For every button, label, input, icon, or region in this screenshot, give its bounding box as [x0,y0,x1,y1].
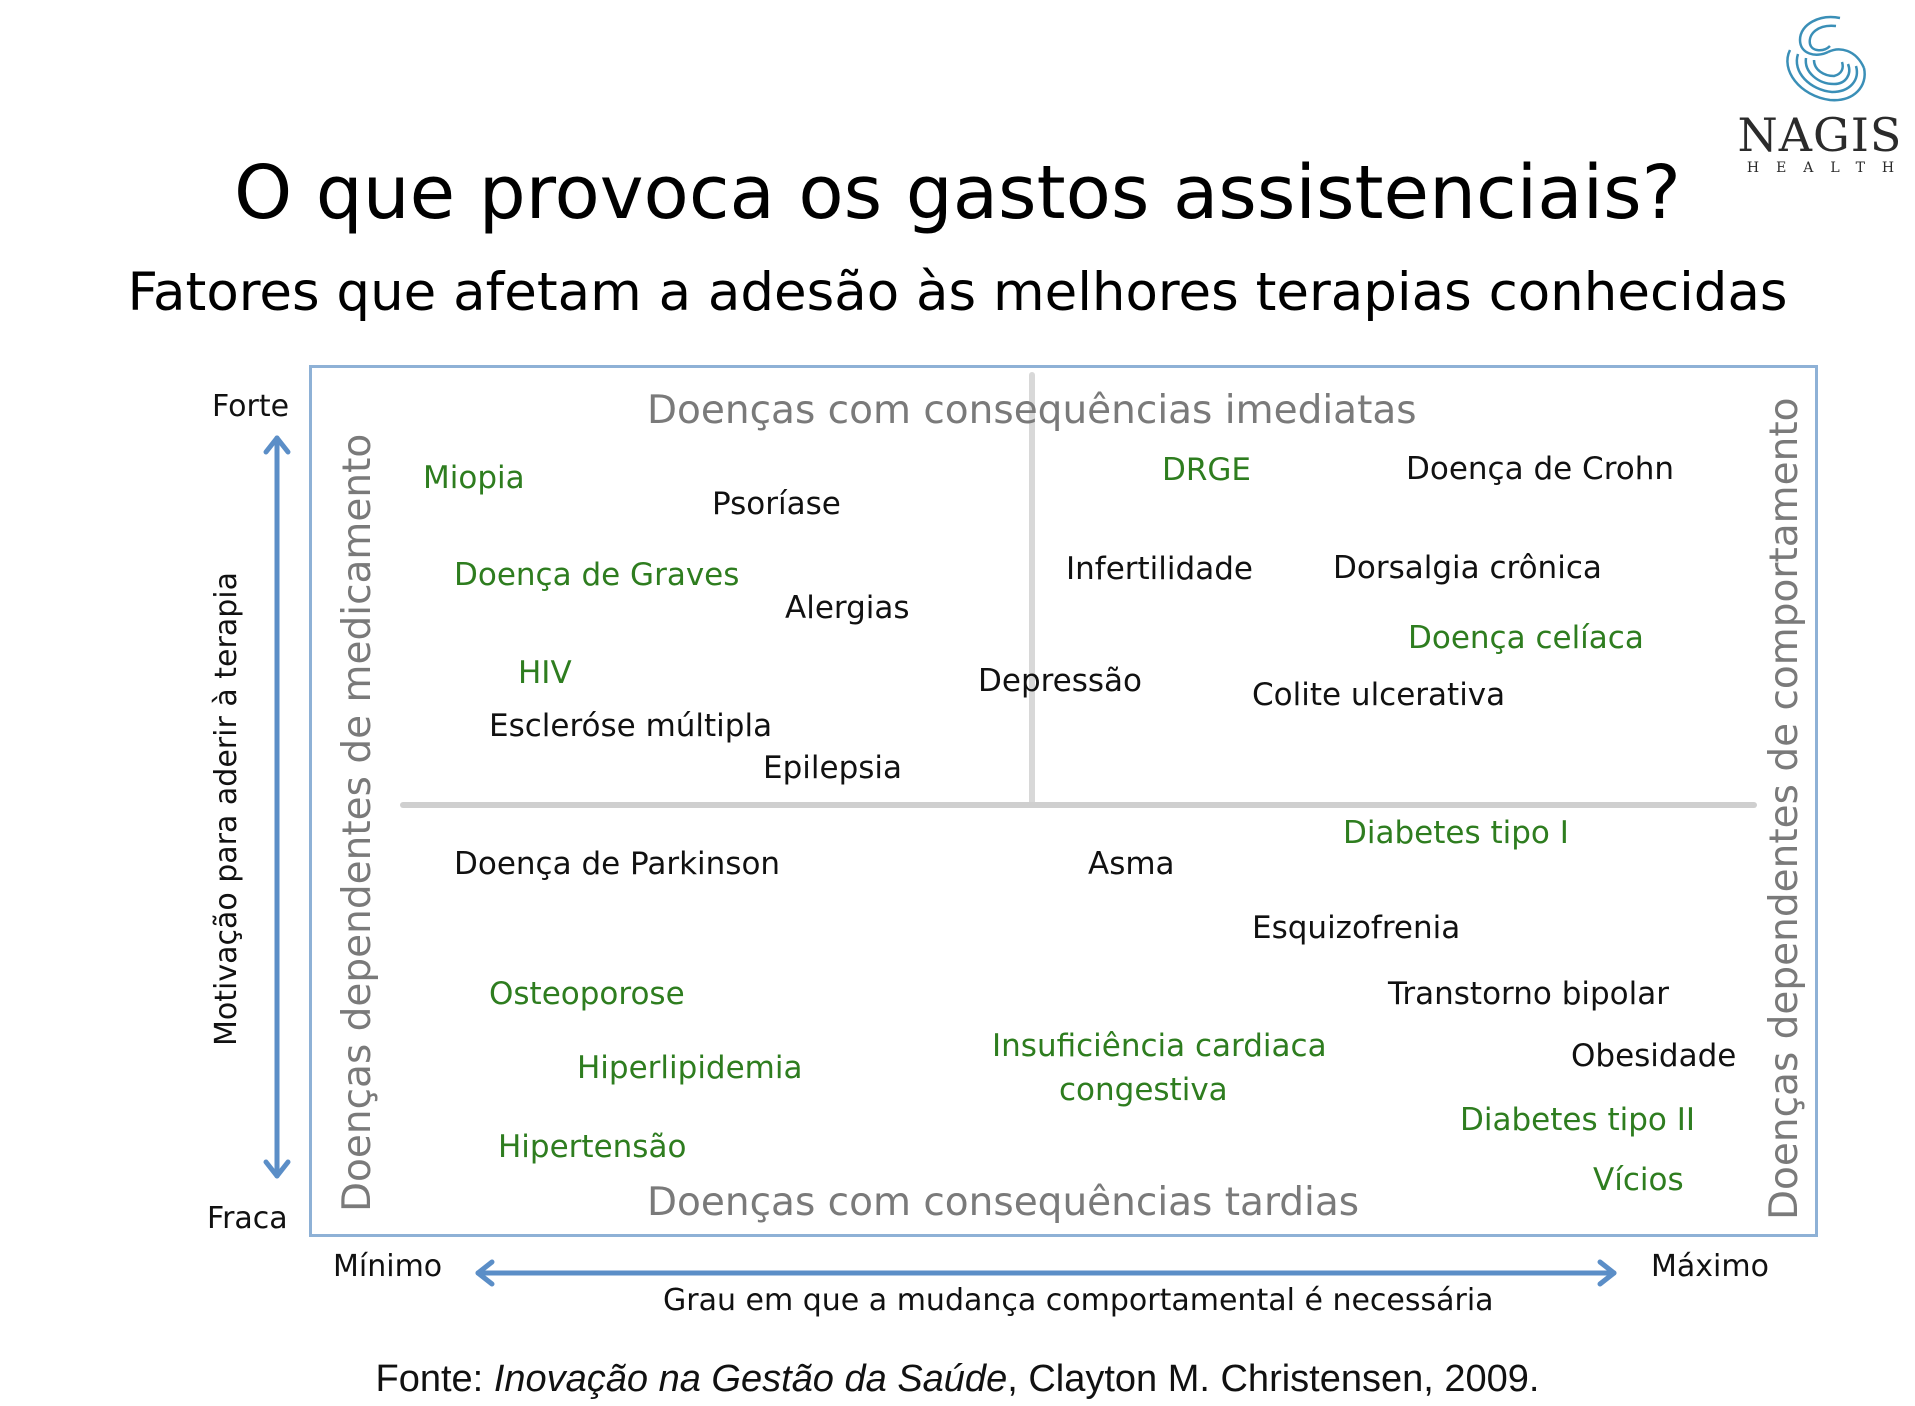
item-dorsalgia-cronica: Dorsalgia crônica [1333,550,1602,586]
header-immediate: Doenças com consequências imediatas [647,388,1417,433]
item-alergias: Alergias [785,590,910,626]
item-hipertensao: Hipertensão [498,1129,687,1165]
item-miopia: Miopia [423,460,525,496]
header-behavior: Doenças dependentes de comportamento [1762,397,1807,1220]
x-axis-label: Grau em que a mudança comportamental é necessária [663,1283,1494,1318]
vertical-divider [1029,372,1035,806]
source-prefix: Fonte: [375,1358,494,1400]
item-transtorno-bipolar: Transtorno bipolar [1388,976,1669,1012]
item-infertilidade: Infertilidade [1066,551,1253,587]
item-diabetes-tipo-ii: Diabetes tipo II [1460,1102,1696,1138]
x-axis-left-label: Mínimo [333,1249,443,1284]
item-esquizofrenia: Esquizofrenia [1252,910,1461,946]
x-axis-right-label: Máximo [1651,1249,1769,1284]
source-citation [0,1358,1915,1401]
logo-subtitle: HEALTH [1746,160,1912,176]
item-drge: DRGE [1162,452,1252,488]
nagis-health-logo [1730,10,1912,176]
item-epilepsia: Epilepsia [763,750,903,786]
item-insuficiencia-cardiaca-line2: congestiva [1059,1072,1228,1108]
y-axis-top-label: Forte [212,389,290,424]
item-doenca-celiaca: Doença celíaca [1408,620,1644,656]
item-diabetes-tipo-i: Diabetes tipo I [1343,815,1569,851]
slide-subtitle: Fatores que afetam a adesão às melhores terapias conhecidas [127,262,1788,323]
item-psoriase: Psoríase [712,486,841,522]
item-esclerose-multipla: Escleróse múltipla [489,708,773,744]
logo-wordmark: NAGIS [1737,108,1903,162]
slide-title: O que provoca os gastos assistenciais? [234,150,1681,236]
item-colite-ulcerativa: Colite ulcerativa [1252,677,1506,713]
y-axis-double-arrow [262,432,292,1182]
item-doenca-de-graves: Doença de Graves [454,557,740,593]
item-depressao: Depressão [978,663,1143,699]
header-medication: Doenças dependentes de medicamento [335,433,380,1212]
logo-swirl-icon [1770,10,1880,110]
item-hiperlipidemia: Hiperlipidemia [577,1050,803,1086]
source-author-year: , Clayton M. Christensen, 2009. [1007,1358,1540,1400]
item-doenca-de-crohn: Doença de Crohn [1406,451,1675,487]
horizontal-divider [400,802,1757,808]
header-late: Doenças com consequências tardias [647,1180,1360,1225]
source-book-title: Inovação na Gestão da Saúde [493,1358,1008,1400]
item-osteoporose: Osteoporose [489,976,685,1012]
y-axis-bottom-label: Fraca [207,1201,288,1236]
y-axis-label: Motivação para aderir à terapia [209,572,244,1046]
item-asma: Asma [1088,846,1175,882]
item-vicios: Vícios [1593,1162,1684,1198]
item-doenca-de-parkinson: Doença de Parkinson [454,846,781,882]
item-obesidade: Obesidade [1571,1038,1737,1074]
item-hiv: HIV [518,655,572,691]
item-insuficiencia-cardiaca-line1: Insuficiência cardiaca [992,1028,1327,1064]
